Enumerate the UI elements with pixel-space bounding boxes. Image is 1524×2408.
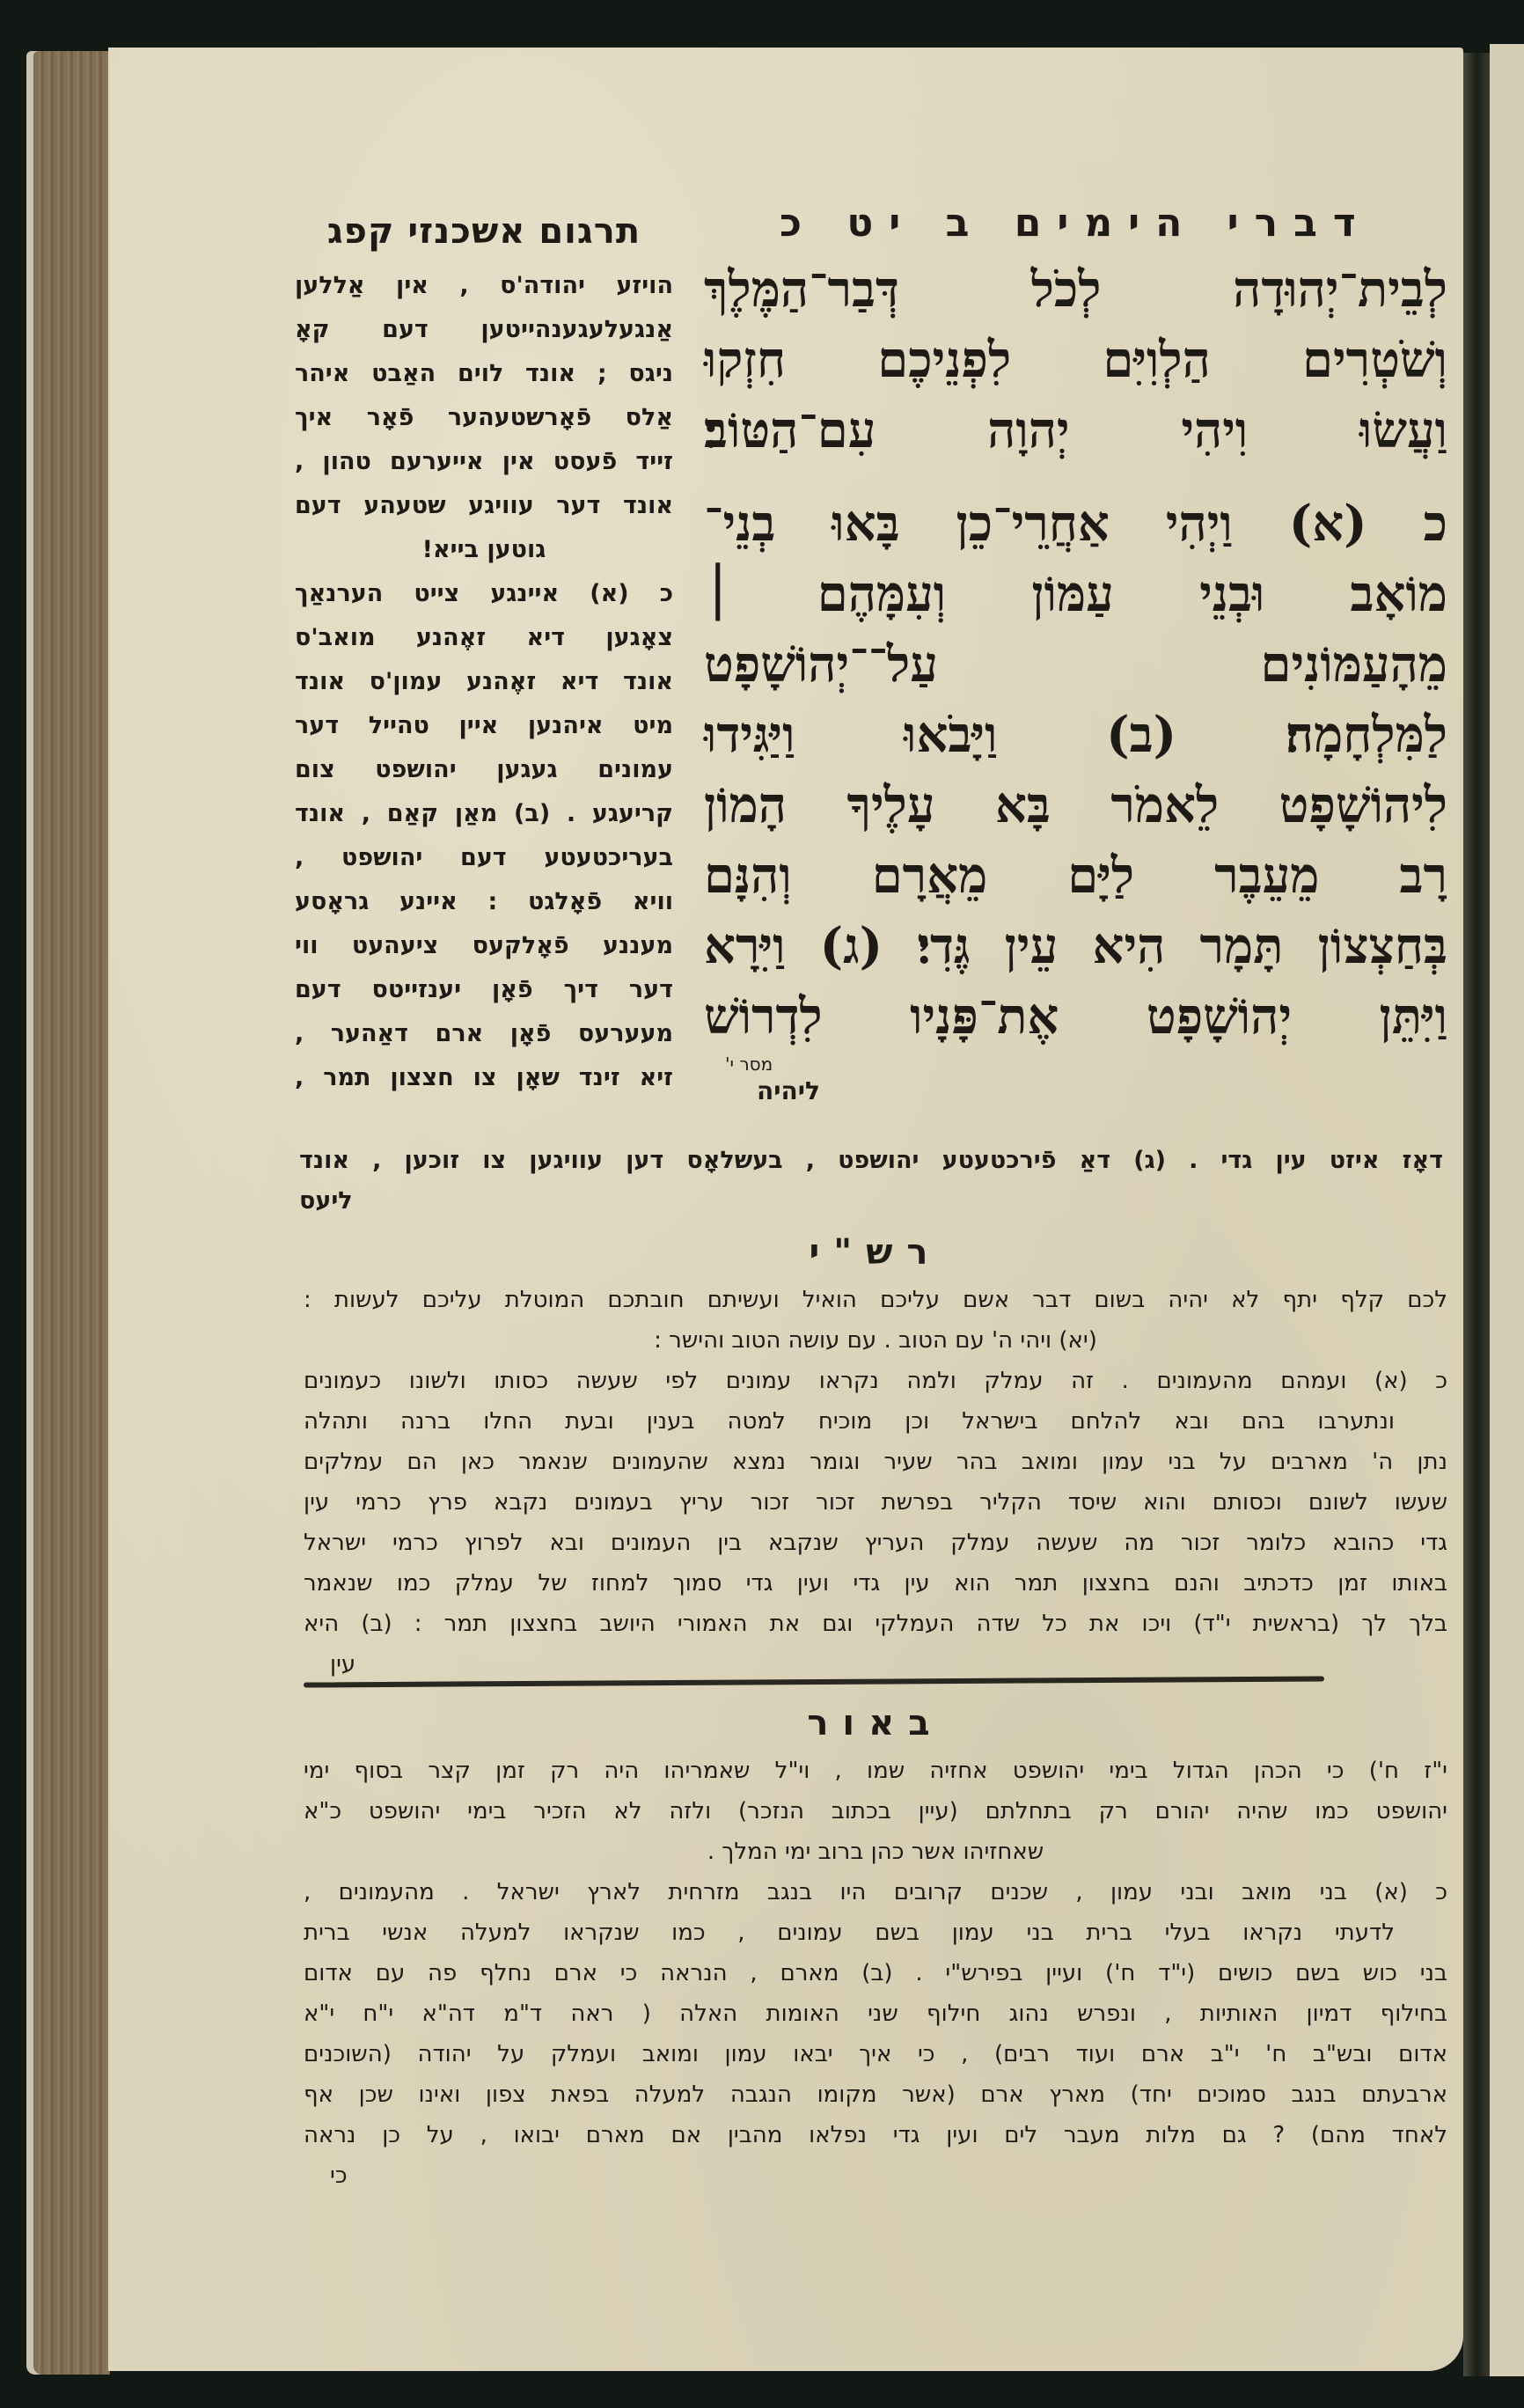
book-gutter — [1463, 53, 1490, 2376]
translation-line: זיא זינד שאָן צו חצצון תמר , — [295, 1064, 673, 1091]
running-head-scripture: דברי הימים ב יט כ — [780, 201, 1372, 246]
translation-line: אַלס פֿאָרשטעהער פֿאָר איך — [295, 404, 673, 431]
translation-line: אונד דיא זאֶהנע עמון'ס אונד — [295, 668, 673, 695]
biur-title: באור — [807, 1703, 944, 1744]
translation-line: גוטען בייא! — [421, 536, 546, 563]
commentary-line: גדי כהובא כלומר זכור מה שעשה עמלק העריץ שנקבא בין העמונים ובא לפרוץ כרמי ישראל — [304, 1530, 1447, 1556]
scripture-line: לִיהוֹשָׁפָט לֵאמֹר בָּא עָלֶיךָ הָמוֹן — [704, 776, 1447, 834]
running-head-translation: תרגום אשכנזי קפג — [326, 211, 641, 252]
translation-line: דער דיך פֿאָן יענזייטס דעם — [295, 976, 673, 1003]
commentary-line: בלך לך (בראשית י"ד) ויכו את כל שדה העמלקי וגם את האמורי היושב בחצצון תמר : (ב) היא — [304, 1611, 1447, 1637]
translation-line: ניגס ; אונד לוים האַבט איהר — [295, 360, 673, 387]
commentary-line: שאחזיהו אשר כהן ברוב ימי המלך . — [707, 1839, 1044, 1865]
translation-line: מיט איהנען איין טהייל דער — [295, 712, 673, 739]
commentary-line: בחילוף דמיון האותיות , ונפרש נהוג חילוף שני האומות האלה ( ראה ד"מ דה"א י"ח י"א — [304, 2001, 1447, 2027]
commentary-line: שעשו לשונם וכסותם והוא שיסד הקליר בפרשת זכור זכור עריץ בעמונים נקבא פרץ כרמי עין — [304, 1489, 1447, 1516]
biur-commentary — [304, 1703, 1447, 2196]
scripture-line: בְּחַצְצוֹן תָּמָר הִיא עֵין גֶּדִי׃ (ג) וַיִּרָא — [704, 917, 1447, 975]
translation-line: כ (א) איינגע צייט הערנאַך — [295, 580, 673, 607]
scripture-line: רָב מֵעֵבֶר לַיָּם מֵאֲרָם וְהִנָּם — [704, 847, 1447, 905]
translation-line: עמונים געגען יהושפט צום — [295, 756, 673, 783]
translation-line: קריעגע . (ב) מאַן קאַם , אונד — [295, 800, 673, 827]
translation-line: מעננע פֿאָלקעס ציעהעט ווי — [295, 932, 673, 959]
commentary-line: אדום ובש"ב ח' י"ב ארם ועוד רבים) , כי איך יבאו עמון ומואב ועמלק על יהודה (השוכנים — [304, 2041, 1447, 2067]
translation-line: דאָז איזט עין גדי . (ג) דאַ פֿירכטעטע יהושפט , בעשלאָס דען עוויגען צו זוכען , אונד — [299, 1147, 1443, 1174]
translation-line: אונד דער עוויגע שטעהע דעם — [295, 492, 673, 519]
translation-line: מעערעס פֿאָן ארם דאַהער , — [295, 1020, 673, 1047]
translation-line: הויזע יהודה'ס , אין אַללען — [295, 272, 673, 299]
masoretic-margin-note — [704, 1052, 1447, 1105]
scripture-line: מוֹאָב וּבְנֵי עַמּוֹן וְעִמָּהֶם ׀ — [704, 565, 1447, 623]
commentary-line: כ (א) ועמהם מהעמונים . זה עמלק ולמה נקראו עמונים לפי שעשה כסותו ולשונו כעמונים — [304, 1368, 1447, 1394]
commentary-line: ונתערבו בהם ובא להלחם בישראל וכן מוכיח למטה בענין ובעת החלו ברנה ותהלה — [304, 1408, 1395, 1435]
commentary-line: ארבעתם בנגב סמוכים יחד) מארץ ארם (אשר מקומו הנגבה למעלה בפאת צפון ואינו שכן אף — [304, 2081, 1447, 2108]
scripture-line: לְבֵית־יְהוּדָה לְכֹל דְּבַר־הַמֶּלֶךְ — [704, 261, 1447, 319]
scripture-line: וַיִּתֵּן יְהוֹשָׁפָט אֶת־פָּנָיו לִדְרוֹשׁ — [704, 987, 1447, 1046]
commentary-line: לדעתי נקראו בעלי ברית בני עמון בשם עמונים , כמו שנקראו למעלה אנשי ברית — [304, 1920, 1395, 1946]
masorah-note: מסר י' — [725, 1054, 773, 1075]
catchword: עין — [330, 1651, 356, 1678]
catchword: ליעס — [299, 1187, 353, 1215]
commentary-line: (יא) ויהי ה' עם הטוב . עם עושה הטוב והישר : — [654, 1327, 1097, 1354]
rashi-commentary — [304, 1232, 1447, 1685]
translation-line: זייד פֿעסט אין אייערעם טהון , — [295, 448, 673, 475]
commentary-line: באותו זמן כדכתיב והנם בחצצון תמר הוא עין גדי ועין גדי סמוך למחוז של עמלק כמו שנאמר — [304, 1570, 1447, 1597]
translation-line: וויא פֿאָלגט : איינע גראָסע — [295, 888, 673, 915]
translation-continuation — [299, 1141, 1443, 1222]
commentary-line: נתן ה' מארבים על בני עמון ומואב בהר שעיר וגומר נמצא שהעמונים שנאמר כאן הם עמלקים — [304, 1449, 1447, 1475]
scripture-line: לַמִּלְחָמָה׃ (ב) וַיָּבֹאוּ וַיַּגִּידוּ — [704, 706, 1447, 764]
commentary-line: י"ז ח') כי הכהן הגדול בימי יהושפט אחזיה שמו , וי"ל שאמריהו היה רק זמן קצר בסוף ימי — [304, 1758, 1447, 1784]
book-page-edge — [26, 51, 110, 2375]
scripture-line: מֵהָעַמּוֹנִים עַל־־יְהוֹשָׁפָט — [704, 635, 1447, 694]
facing-page-edge — [1490, 44, 1524, 2376]
commentary-line: יהושפט כמו שהיה יהורם רק בתחלתם (עיין בכתוב הנזכר) ולזה לא הזכיר בימי יהושפט כ"א — [304, 1798, 1447, 1824]
commentary-line: בני כוש בשם כושים (י"ד ח') ועיין בפירש"י . (ב) מארם , הנראה כי ארם נחלף פה עם אדום — [304, 1960, 1447, 1986]
translation-line: צאָגען דיא זאֶהנע מואב'ס — [295, 624, 673, 651]
commentary-line: לכם קלף יתף לא יהיה בשום דבר אשם עליכם הואיל ועשיתם חובתכם המוטלת עליכם לעשות : — [304, 1287, 1447, 1313]
rashi-title: רש"י — [809, 1232, 942, 1273]
scripture-line: כ (א) וַיְהִי אַחֲרֵי־כֵן בָּאוּ בְנֵי־ — [704, 495, 1447, 553]
commentary-line: כ (א) בני מואב ובני עמון , שכנים קרובים היו בנגב מזרחית לארץ ישראל . מהעמונים , — [304, 1879, 1447, 1905]
scripture-line: וְשֹׁטְרִים הַלְוִיִּם לִפְנֵיכֶם חִזְקוּ — [704, 331, 1447, 389]
translation-line: בעריכטעטע דעם יהושפט , — [295, 844, 673, 871]
catchword: כי — [330, 2162, 348, 2189]
scripture-line: וַעֲשׂוּ וִיהִי יְהוָה עִם־הַטּוֹב׃ — [704, 401, 1447, 459]
commentary-line: לאחד מהם) ? גם מלות מעבר לים ועין גדי נפלאו מהבין אם מארם יבואו , על כן נראה — [304, 2122, 1447, 2148]
scripture-column — [704, 201, 1447, 1105]
translation-line: אַנגעלעגענהייטען דעם קאָ — [295, 316, 673, 343]
catchword: ליהיה — [757, 1076, 820, 1105]
translation-column — [295, 211, 673, 1100]
